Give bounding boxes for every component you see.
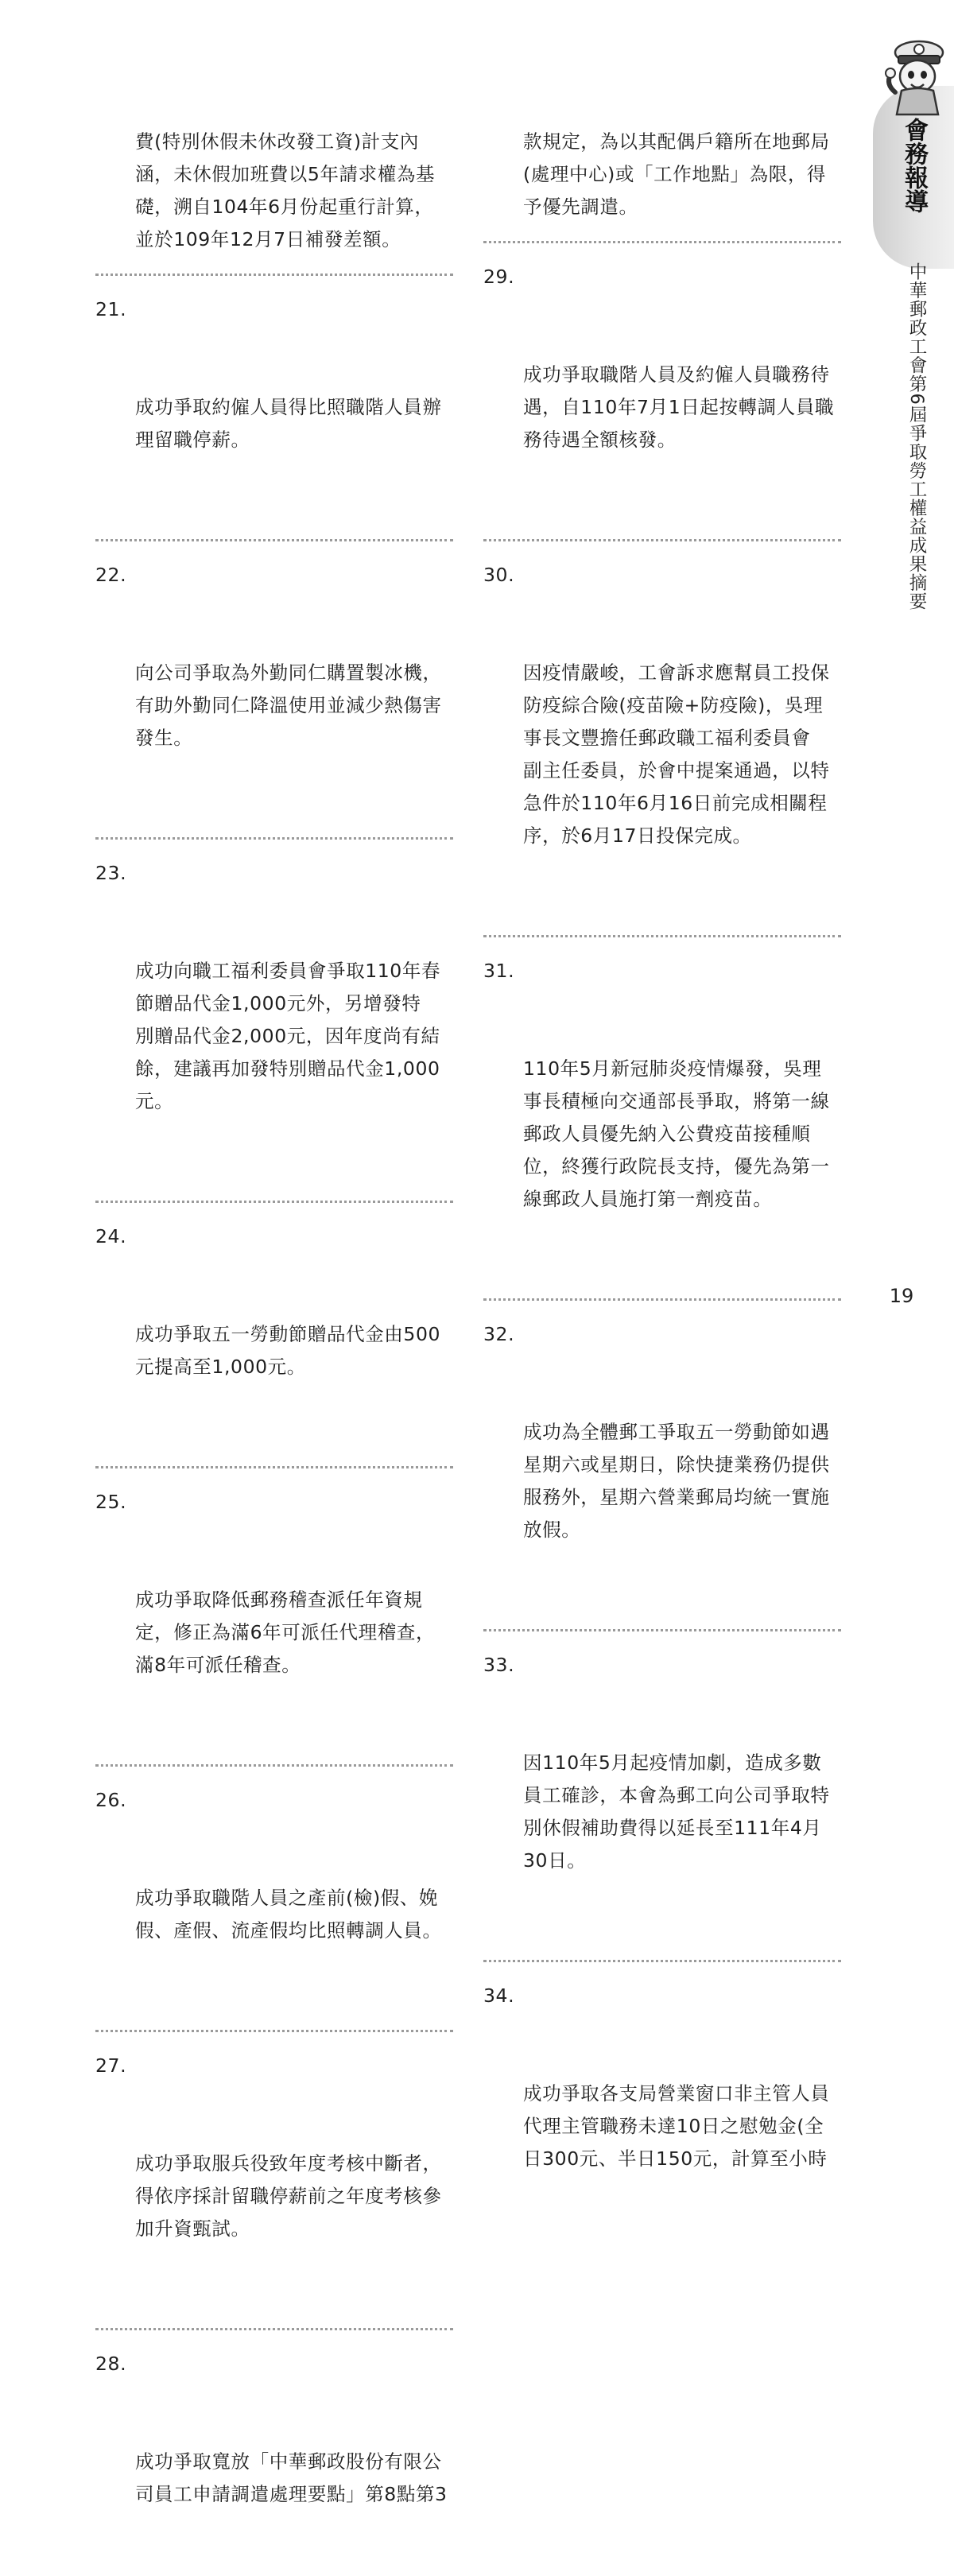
dotted-separator [483,1298,841,1301]
item-text: 成功為全體郵工爭取五一勞動節如遇 星期六或星期日，除快捷業務仍提供 服務外，星期六營業郵局均統一實施 放假。 [523,1421,830,1541]
item-number: 22. [95,564,127,586]
item-text: 成功爭取職階人員之產前(檢)假、娩 假、產假、流產假均比照轉調人員。 [135,1887,442,1942]
item-number: 29. [483,266,515,288]
item-text: 成功爭取各支局營業窗口非主管人員 代理主管職務未達10日之慰勉金(全 日300元、半日150元，計算至小時 [523,2082,830,2170]
item-number: 32. [483,1323,515,1345]
list-item [95,559,453,820]
item-number: 28. [95,2353,127,2375]
item-number: 30. [483,564,515,586]
item-number: 34. [483,1984,515,2007]
page-number: 19 [889,1285,914,1307]
item-number: 23. [95,862,127,884]
list-item [95,1220,453,1449]
dotted-separator [95,539,453,541]
item-text: 成功爭取降低郵務稽查派任年資規 定，修正為滿6年可派任代理稽查， 滿8年可派任稽查。 [135,1589,436,1676]
mascot-icon [879,35,954,118]
dotted-separator [95,1764,453,1767]
list-item [95,1784,453,2012]
dotted-separator [95,1201,453,1203]
item-number: 24. [95,1225,127,1247]
item-text: 成功爭取寬放「中華郵政股份有限公 司員工申請調遣處理要點」第8點第3 [135,2450,448,2505]
continued-paragraph: 款規定，為以其配偶戶籍所在地郵局 (處理中心)或「工作地點」為限，得 予優先調遣。 [523,130,830,218]
item-text: 成功爭取服兵役致年度考核中斷者， 得依序採計留職停薪前之年度考核參 加升資甄試。 [135,2152,442,2240]
list-item [483,559,841,918]
item-number: 33. [483,1654,515,1676]
item-text: 因疫情嚴峻，工會訴求應幫員工投保 防疫綜合險(疫苗險+防疫險)，吳理 事長文豐擔任郵政職工福利委員會 副主任委員，於會中提案通過，以特 急件於110年6月16日前完成相關程 序，於6月17日投保完成。 [523,661,830,847]
dotted-separator [95,274,453,276]
item-number: 27. [95,2054,127,2077]
list-item [483,1980,841,2240]
dotted-separator [95,2328,453,2330]
list-item [95,1486,453,1747]
dotted-separator [483,1960,841,1962]
item-number: 25. [95,1491,127,1513]
dotted-separator [95,1466,453,1468]
item-text: 成功爭取職階人員及約僱人員職務待 遇，自110年7月1日起按轉調人員職 務待遇全額核發。 [523,363,835,451]
dotted-separator [95,2030,453,2032]
list-item [483,1318,841,1612]
list-item [95,2050,453,2310]
list-item [95,857,453,1183]
item-text: 成功向職工福利委員會爭取110年春 節贈品代金1,000元外，另增發特 別贈品代金2,000元，因年度尚有結 餘，建議再加發特別贈品代金1,000 元。 [135,960,441,1112]
dotted-separator [483,1629,841,1631]
item-number: 26. [95,1789,127,1811]
list-item [95,293,453,522]
dotted-separator [483,539,841,541]
right-column [483,126,841,2240]
item-text: 成功爭取五一勞動節贈品代金由500 元提高至1,000元。 [135,1323,441,1378]
item-text: 向公司爭取為外勤同仁購置製冰機， 有助外勤同仁降溫使用並減少熱傷害 發生。 [135,661,442,749]
continued-paragraph: 費(特別休假未休改發工資)計支內 涵，未休假加班費以5年請求權為基 礎，溯自104年6月份起重行計算， 並於109年12月7日補發差額。 [135,130,436,250]
item-text: 110年5月新冠肺炎疫情爆發，吳理 事長積極向交通部長爭取，將第一線 郵政人員優先納入公費疫苗接種順 位，終獲行政院長支持，優先為第一 線郵政人員施打第一劑疫苗。 [523,1057,830,1210]
item-text: 因110年5月起疫情加劇，造成多數 員工確診，本會為郵工向公司爭取特 別休假補助費得以延長至111年4月 30日。 [523,1752,830,1872]
list-item [95,2348,453,2576]
left-column [95,126,453,2576]
list-item [483,1649,841,1942]
item-number: 31. [483,960,515,982]
section-title: 會務報導 [900,118,928,213]
list-item [483,261,841,522]
item-number: 21. [95,298,127,320]
list-item [483,955,841,1281]
dotted-separator [95,837,453,840]
dotted-separator [483,241,841,243]
side-running-header: 中華郵政工會第6屆爭取勞工權益成果摘要 [906,262,927,611]
dotted-separator [483,935,841,937]
item-text: 成功爭取約僱人員得比照職階人員辦 理留職停薪。 [135,396,442,451]
